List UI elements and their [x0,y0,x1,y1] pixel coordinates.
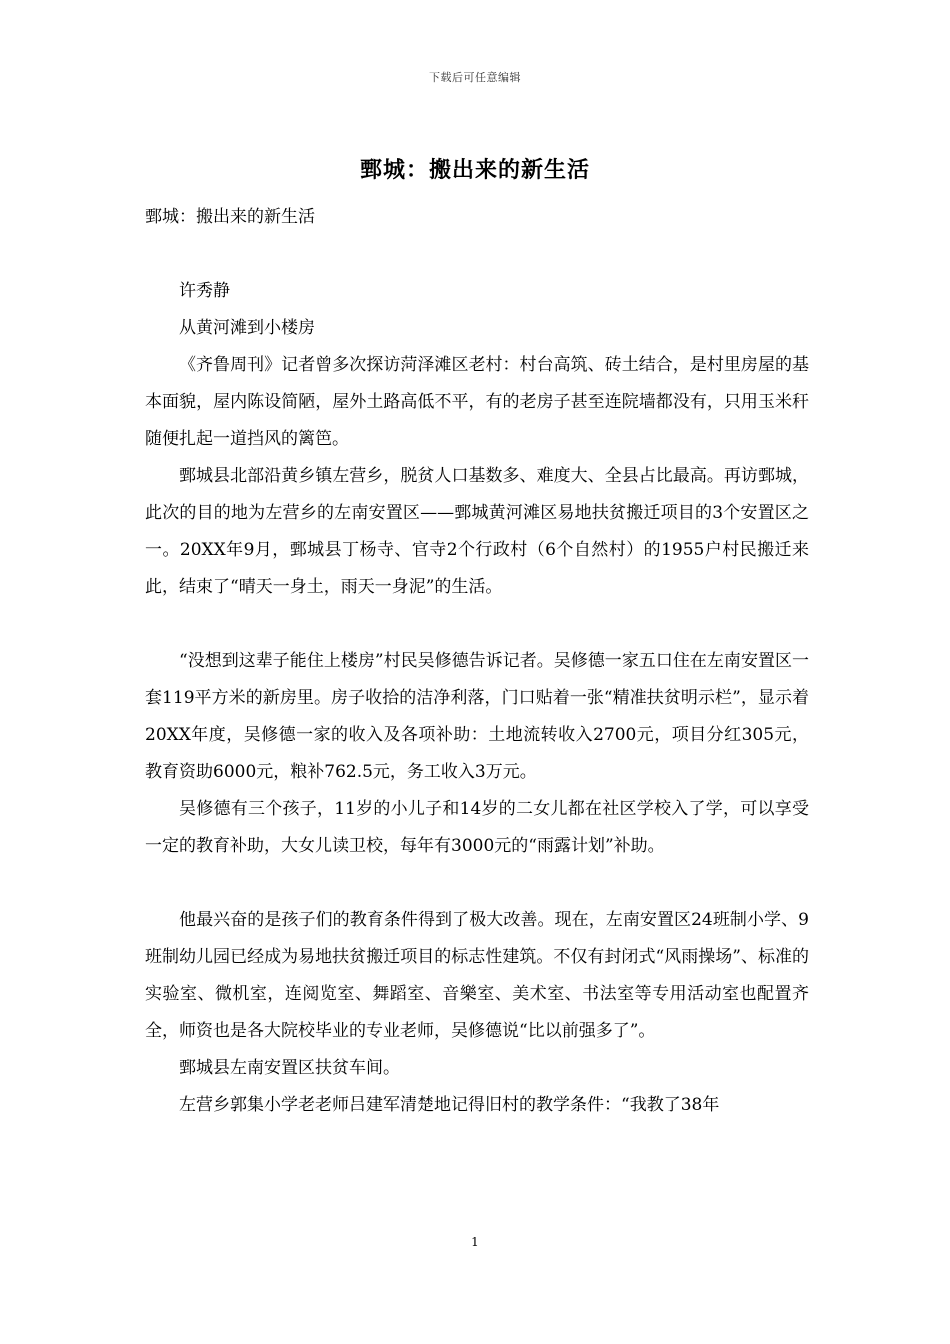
paragraph: 鄄城县北部沿黄乡镇左营乡，脱贫人口基数多、难度大、全县占比最高。再访鄄城，此次的目的地为左营乡的左南安置区——鄄城黄河滩区易地扶贫搬迁项目的3个安置区之一。20XX年9月，鄄城县丁杨寺、官寺2个行政村（6个自然村）的1955户村民搬迁来此，结束了“晴天一身土，雨天一身泥”的生活。 [145,466,809,597]
article-body [145,199,809,1124]
paragraph: 左营乡郭集小学老老师吕建军清楚地记得旧村的教学条件：“我教了38年 [179,1095,720,1115]
paragraph: 吴修德有三个孩子，11岁的小儿子和14岁的二女儿都在社区学校入了学，可以享受一定的教育补助，大女儿读卫校，每年有3000元的“雨露计划”补助。 [145,799,809,856]
section-heading: 从黄河滩到小楼房 [179,318,315,338]
page-title: 鄄城：搬出来的新生活 [359,157,590,183]
page-number: 1 [471,1235,479,1249]
paragraph: 鄄城县左南安置区扶贫车间。 [179,1058,400,1078]
spacer [145,606,809,643]
header-note: 下载后可任意编辑 [429,71,521,84]
paragraph: 《齐鲁周刊》记者曾多次探访菏泽滩区老村：村台高筑、砖土结合，是村里房屋的基本面貌，屋内陈设简陋，屋外土路高低不平，有的老房子甚至连院墙都没有，只用玉米秆随便扎起一道挡风的篱笆。 [145,355,809,449]
spacer [145,865,809,902]
paragraph: “没想到这辈子能住上楼房”村民吴修德告诉记者。吴修德一家五口住在左南安置区一套119平方米的新房里。房子收拾的洁净利落，门口贴着一张“精准扶贫明示栏”，显示着20XX年度，吴修德一家的收入及各项补助：土地流转收入2700元，项目分红305元，教育资助6000元，粮补762.5元，务工收入3万元。 [145,651,809,782]
paragraph: 他最兴奋的是孩子们的教育条件得到了极大改善。现在，左南安置区24班制小学、9班制幼儿园已经成为易地扶贫搬迁项目的标志性建筑。不仅有封闭式“风雨操场”、标准的实验室、微机室，连阅览室、舞蹈室、音樂室、美术室、书法室等专用活动室也配置齐全，师资也是各大院校毕业的专业老师，吴修德说“比以前强多了”。 [145,910,809,1041]
author-line: 许秀静 [179,281,230,301]
spacer [145,236,809,273]
subtitle: 鄄城：搬出来的新生活 [145,207,315,227]
